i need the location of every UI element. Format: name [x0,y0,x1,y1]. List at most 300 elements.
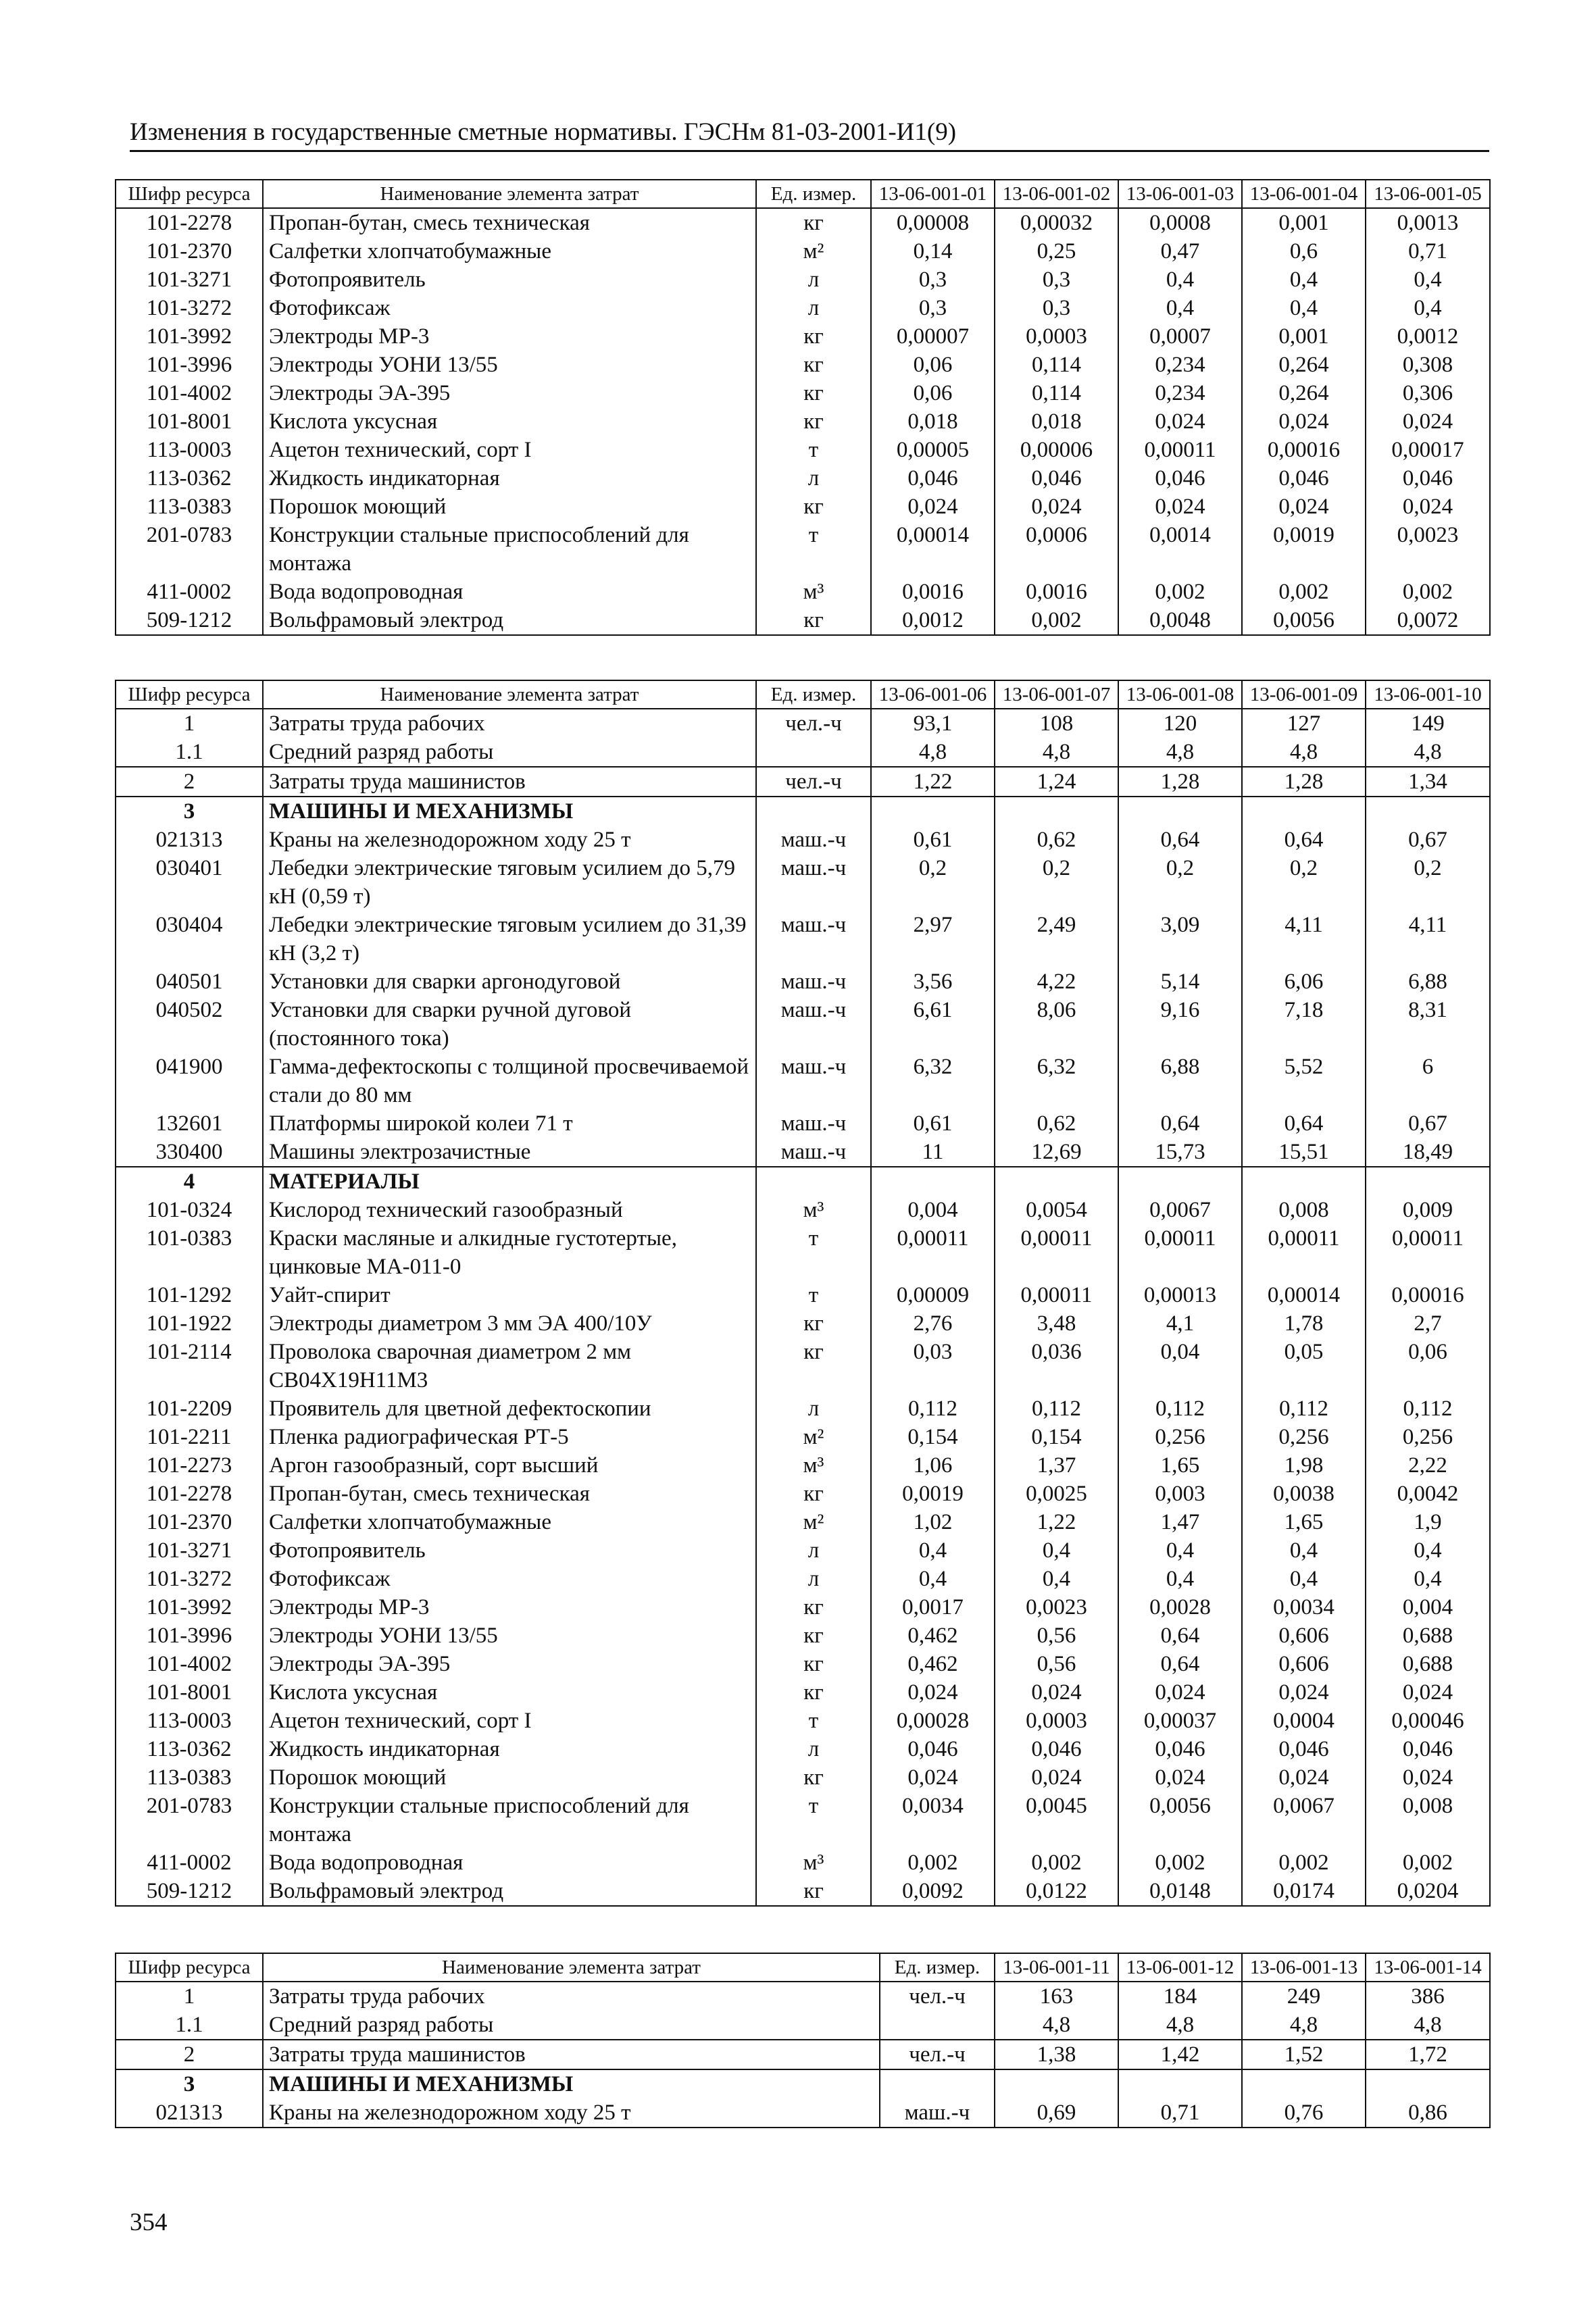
table-row [116,854,1490,911]
resource-value: 0,234 [1118,351,1242,379]
resource-value: 4,8 [1118,2011,1242,2040]
resource-value: 0,024 [871,1763,995,1792]
resource-value: 0,024 [1118,407,1242,436]
header-unit: Ед. измер. [756,180,871,208]
resource-value: 0,0056 [1242,606,1366,635]
resource-unit: т [756,1707,871,1735]
resource-code: 040502 [116,996,263,1053]
resource-value: 0,024 [871,493,995,521]
resource-name: Конструкции стальные приспособлений для монтажа [263,1792,756,1848]
resource-unit [756,738,871,767]
resource-name: Установки для сварки аргонодуговой [263,967,756,996]
resource-value: 0,00007 [871,322,995,351]
resource-value: 8,06 [995,996,1118,1053]
resource-name: Затраты труда машинистов [263,2040,880,2069]
resource-value: 0,56 [995,1650,1118,1678]
resource-name: МАШИНЫ И МЕХАНИЗМЫ [263,797,756,826]
resource-code: 509-1212 [116,1877,263,1906]
resource-unit: маш.-ч [756,911,871,967]
table-header-row [116,180,1490,208]
resource-value: 0,00046 [1366,1707,1490,1735]
resource-unit: маш.-ч [756,967,871,996]
resource-value: 1,22 [871,767,995,797]
resource-value: 0,4 [1242,294,1366,322]
resource-name: Электроды ЭА-395 [263,379,756,407]
header-code: Шифр ресурса [116,1953,263,1982]
resource-code: 201-0783 [116,1792,263,1848]
header-norm-code: 13-06-001-11 [995,1953,1118,1982]
resource-value [1242,2069,1366,2098]
resource-value: 0,64 [1118,826,1242,854]
resource-code: 101-2209 [116,1394,263,1423]
resource-value: 0,0025 [995,1480,1118,1508]
resource-code: 3 [116,2069,263,2098]
resource-value [871,797,995,826]
resource-value: 1,65 [1242,1508,1366,1536]
resource-value: 0,112 [995,1394,1118,1423]
resource-unit: л [756,1735,871,1763]
resource-value: 0,306 [1366,379,1490,407]
resource-value: 8,31 [1366,996,1490,1053]
table-row [116,237,1490,266]
resource-value [871,1167,995,1196]
resource-value: 4,8 [995,2011,1118,2040]
table-row [116,2011,1490,2040]
resource-name: Электроды диаметром 3 мм ЭА 400/10У [263,1309,756,1338]
resource-name: Краны на железнодорожном ходу 25 т [263,826,756,854]
table-row [116,351,1490,379]
resource-value: 0,4 [1242,1536,1366,1565]
resource-unit: чел.-ч [756,709,871,738]
resource-value: 1,28 [1118,767,1242,797]
resource-value: 4,8 [1118,738,1242,767]
resource-code: 411-0002 [116,1848,263,1877]
resource-value: 0,0019 [871,1480,995,1508]
resource-table-2 [115,680,1491,1907]
resource-value: 4,8 [871,738,995,767]
resource-value: 0,4 [871,1536,995,1565]
header-norm-code: 13-06-001-04 [1242,180,1366,208]
resource-value: 0,046 [995,464,1118,493]
resource-value: 4,8 [1242,738,1366,767]
resource-code: 113-0003 [116,1707,263,1735]
resource-value: 0,0148 [1118,1877,1242,1906]
resource-value: 0,3 [995,266,1118,294]
resource-value: 0,024 [995,1678,1118,1707]
resource-value: 4,11 [1366,911,1490,967]
resource-value: 0,002 [995,606,1118,635]
resource-value: 0,56 [995,1621,1118,1650]
header-norm-code: 13-06-001-09 [1242,680,1366,709]
resource-value: 0,06 [871,351,995,379]
resource-unit: кг [756,322,871,351]
resource-value: 0,0013 [1366,208,1490,237]
table-row [116,1224,1490,1281]
resource-value: 0,4 [1242,1565,1366,1593]
resource-value: 0,046 [1242,1735,1366,1763]
resource-name: Порошок моющий [263,493,756,521]
resource-unit: м³ [756,1451,871,1480]
resource-name: Пропан-бутан, смесь техническая [263,208,756,237]
resource-name: МАТЕРИАЛЫ [263,1167,756,1196]
resource-value: 0,14 [871,237,995,266]
resource-value: 0,00005 [871,436,995,464]
resource-value: 6,88 [1118,1053,1242,1109]
resource-value: 0,67 [1366,826,1490,854]
table-row [116,606,1490,635]
resource-code: 030404 [116,911,263,967]
resource-code: 101-3992 [116,1593,263,1621]
resource-value: 0,2 [871,854,995,911]
resource-value: 0,0056 [1118,1792,1242,1848]
header-unit: Ед. измер. [880,1953,995,1982]
resource-code: 101-2278 [116,208,263,237]
resource-unit: м² [756,1423,871,1451]
resource-value: 1,98 [1242,1451,1366,1480]
resource-value: 0,256 [1118,1423,1242,1451]
resource-value: 4,1 [1118,1309,1242,1338]
resource-value: 0,024 [1366,407,1490,436]
resource-value: 15,51 [1242,1138,1366,1167]
resource-value: 0,0174 [1242,1877,1366,1906]
resource-unit [880,2011,995,2040]
table-row [116,738,1490,767]
resource-code: 101-2278 [116,1480,263,1508]
resource-value: 0,4 [1366,294,1490,322]
resource-value: 6,06 [1242,967,1366,996]
header-norm-code: 13-06-001-14 [1366,1953,1490,1982]
resource-name: Уайт-спирит [263,1281,756,1309]
resource-value: 3,09 [1118,911,1242,967]
header-norm-code: 13-06-001-01 [871,180,995,208]
resource-value: 0,0017 [871,1593,995,1621]
resource-value: 0,046 [1118,464,1242,493]
resource-name: Конструкции стальные приспособлений для монтажа [263,521,756,578]
table-row [116,996,1490,1053]
resource-code: 101-3272 [116,1565,263,1593]
resource-value: 0,462 [871,1621,995,1650]
resource-value: 0,64 [1242,826,1366,854]
resource-code: 113-0362 [116,464,263,493]
resource-value: 0,0019 [1242,521,1366,578]
resource-value [1118,1167,1242,1196]
resource-value: 7,18 [1242,996,1366,1053]
resource-value: 120 [1118,709,1242,738]
resource-value: 0,112 [1366,1394,1490,1423]
resource-name: Вольфрамовый электрод [263,606,756,635]
resource-unit: кг [756,1621,871,1650]
resource-value: 0,018 [871,407,995,436]
resource-value: 0,002 [1366,1848,1490,1877]
resource-value: 386 [1366,1982,1490,2011]
resource-value: 1,78 [1242,1309,1366,1338]
resource-name: Платформы широкой колеи 71 т [263,1109,756,1138]
resource-value: 1,22 [995,1508,1118,1536]
resource-name: Кислота уксусная [263,1678,756,1707]
resource-code: 101-3271 [116,266,263,294]
resource-value: 0,004 [871,1196,995,1224]
resource-name: Краны на железнодорожном ходу 25 т [263,2098,880,2128]
resource-value: 0,4 [1366,1565,1490,1593]
resource-value: 0,00016 [1242,436,1366,464]
header-name: Наименование элемента затрат [263,680,756,709]
header-norm-code: 13-06-001-08 [1118,680,1242,709]
table-row [116,379,1490,407]
resource-value: 0,0045 [995,1792,1118,1848]
table-row [116,1877,1490,1906]
resource-name: Затраты труда рабочих [263,1982,880,2011]
resource-code: 2 [116,767,263,797]
resource-value: 0,64 [1118,1109,1242,1138]
resource-value: 0,024 [1366,1678,1490,1707]
resource-value: 0,0023 [1366,521,1490,578]
table-row [116,1678,1490,1707]
resource-code: 101-2211 [116,1423,263,1451]
resource-code: 1 [116,709,263,738]
table-row [116,1848,1490,1877]
table-row [116,1109,1490,1138]
resource-value: 0,2 [1242,854,1366,911]
resource-value: 0,0012 [871,606,995,635]
resource-value: 0,4 [1118,1536,1242,1565]
resource-value: 0,024 [1366,493,1490,521]
resource-unit: чел.-ч [756,767,871,797]
resource-value: 0,64 [1118,1621,1242,1650]
resource-value: 0,018 [995,407,1118,436]
resource-value: 0,47 [1118,237,1242,266]
resource-value: 0,154 [871,1423,995,1451]
resource-value: 0,0042 [1366,1480,1490,1508]
header-unit: Ед. измер. [756,680,871,709]
resource-value: 0,024 [1242,407,1366,436]
resource-value: 0,71 [1118,2098,1242,2128]
resource-value: 0,0067 [1242,1792,1366,1848]
resource-value: 249 [1242,1982,1366,2011]
resource-code: 101-0383 [116,1224,263,1281]
header-code: Шифр ресурса [116,680,263,709]
resource-value: 0,046 [871,464,995,493]
resource-code: 113-0003 [116,436,263,464]
resource-value: 0,61 [871,1109,995,1138]
resource-value: 0,308 [1366,351,1490,379]
resource-name: Установки для сварки ручной дуговой (постоянного тока) [263,996,756,1053]
resource-value [1242,797,1366,826]
resource-value: 6,32 [995,1053,1118,1109]
resource-unit: м³ [756,1848,871,1877]
resource-value: 0,0072 [1366,606,1490,635]
resource-value: 0,264 [1242,379,1366,407]
resource-code: 041900 [116,1053,263,1109]
resource-name: Электроды УОНИ 13/55 [263,351,756,379]
resource-unit: кг [756,1593,871,1621]
resource-code: 113-0383 [116,493,263,521]
table-row [116,1707,1490,1735]
resource-value: 0,0034 [871,1792,995,1848]
resource-value: 163 [995,1982,1118,2011]
resource-value: 0,002 [995,1848,1118,1877]
resource-value: 0,002 [1118,578,1242,606]
resource-value: 0,046 [1118,1735,1242,1763]
resource-unit [756,1167,871,1196]
resource-value: 1,9 [1366,1508,1490,1536]
table-row [116,1281,1490,1309]
table-row [116,464,1490,493]
resource-value: 0,06 [1366,1338,1490,1394]
resource-value [1366,2069,1490,2098]
resource-value: 0,0003 [995,1707,1118,1735]
resource-value: 0,03 [871,1338,995,1394]
resource-code: 101-3996 [116,1621,263,1650]
resource-value: 0,001 [1242,208,1366,237]
resource-name: Порошок моющий [263,1763,756,1792]
resource-value: 0,606 [1242,1621,1366,1650]
resource-unit: т [756,436,871,464]
resource-value: 93,1 [871,709,995,738]
table-row [116,266,1490,294]
resource-value: 0,0023 [995,1593,1118,1621]
resource-value: 0,606 [1242,1650,1366,1678]
resource-value: 0,69 [995,2098,1118,2128]
resource-code: 509-1212 [116,606,263,635]
resource-value: 4,8 [995,738,1118,767]
resource-value: 0,046 [1242,464,1366,493]
resource-code: 101-3996 [116,351,263,379]
resource-unit: кг [756,351,871,379]
resource-unit: кг [756,1309,871,1338]
resource-code: 101-2114 [116,1338,263,1394]
resource-table-1 [115,179,1491,636]
resource-value: 1,24 [995,767,1118,797]
resource-unit: м² [756,237,871,266]
table-row [116,1053,1490,1109]
resource-value: 0,71 [1366,237,1490,266]
resource-unit: л [756,294,871,322]
resource-value: 0,002 [1118,1848,1242,1877]
resource-value: 0,00011 [871,1224,995,1281]
resource-value: 1,02 [871,1508,995,1536]
header-norm-code: 13-06-001-13 [1242,1953,1366,1982]
resource-value: 0,00032 [995,208,1118,237]
resource-value: 0,0092 [871,1877,995,1906]
resource-unit: чел.-ч [880,2040,995,2069]
table-row [116,826,1490,854]
resource-name: Краски масляные и алкидные густотертые, цинковые МА-011-0 [263,1224,756,1281]
resource-unit: т [756,1281,871,1309]
resource-unit: кг [756,1763,871,1792]
resource-value: 0,0122 [995,1877,1118,1906]
resource-unit: м² [756,1508,871,1536]
resource-code: 101-2370 [116,237,263,266]
resource-value: 0,256 [1242,1423,1366,1451]
resource-value: 0,114 [995,379,1118,407]
resource-value: 0,00013 [1118,1281,1242,1309]
resource-code: 101-3272 [116,294,263,322]
resource-name: Средний разряд работы [263,738,756,767]
resource-value: 11 [871,1138,995,1167]
resource-name: Проволока сварочная диаметром 2 мм СВ04Х19Н11М3 [263,1338,756,1394]
resource-value: 0,61 [871,826,995,854]
resource-unit: м³ [756,1196,871,1224]
table-row [116,709,1490,738]
resource-value: 0,112 [1118,1394,1242,1423]
resource-value: 1,28 [1242,767,1366,797]
header-norm-code: 13-06-001-05 [1366,180,1490,208]
resource-value: 0,256 [1366,1423,1490,1451]
resource-unit: т [756,1792,871,1848]
resource-code: 101-2370 [116,1508,263,1536]
resource-value: 0,00009 [871,1281,995,1309]
table-row [116,578,1490,606]
resource-value: 4,8 [1366,2011,1490,2040]
table-row [116,1650,1490,1678]
resource-code: 021313 [116,2098,263,2128]
resource-name: Фотопроявитель [263,266,756,294]
resource-value: 0,4 [1118,294,1242,322]
table-row [116,1338,1490,1394]
resource-value: 0,024 [1242,1763,1366,1792]
header-code: Шифр ресурса [116,180,263,208]
resource-value: 1,65 [1118,1451,1242,1480]
resource-value: 0,688 [1366,1621,1490,1650]
resource-value: 0,62 [995,826,1118,854]
header-norm-code: 13-06-001-03 [1118,180,1242,208]
resource-value: 0,00011 [1118,436,1242,464]
resource-code: 101-1292 [116,1281,263,1309]
resource-value: 0,046 [871,1735,995,1763]
resource-value: 0,00028 [871,1707,995,1735]
resource-name: Ацетон технический, сорт I [263,436,756,464]
resource-value: 5,52 [1242,1053,1366,1109]
table-row [116,436,1490,464]
resource-value: 0,00037 [1118,1707,1242,1735]
resource-value [1366,1167,1490,1196]
resource-value: 0,2 [1118,854,1242,911]
resource-value: 0,4 [995,1536,1118,1565]
resource-value: 0,64 [1118,1650,1242,1678]
resource-name: Жидкость индикаторная [263,1735,756,1763]
table-row [116,1196,1490,1224]
resource-value: 0,0008 [1118,208,1242,237]
resource-code: 101-8001 [116,1678,263,1707]
resource-value: 0,0016 [871,578,995,606]
resource-name: Кислота уксусная [263,407,756,436]
resource-unit: маш.-ч [880,2098,995,2128]
resource-value [1242,1167,1366,1196]
resource-name: Лебедки электрические тяговым усилием до 31,39 кН (3,2 т) [263,911,756,967]
resource-value: 0,0204 [1366,1877,1490,1906]
resource-value: 0,046 [1366,1735,1490,1763]
resource-value: 0,0007 [1118,322,1242,351]
header-norm-code: 13-06-001-06 [871,680,995,709]
table-row [116,1593,1490,1621]
resource-code: 101-4002 [116,379,263,407]
resource-unit: л [756,1565,871,1593]
resource-value: 0,04 [1118,1338,1242,1394]
resource-name: Кислород технический газообразный [263,1196,756,1224]
resource-value: 0,0054 [995,1196,1118,1224]
resource-value: 0,00011 [1366,1224,1490,1281]
resource-value [1118,2069,1242,2098]
resource-code: 101-2273 [116,1451,263,1480]
resource-value [995,2069,1118,2098]
resource-code: 101-3271 [116,1536,263,1565]
resource-value: 6 [1366,1053,1490,1109]
resource-value: 0,112 [871,1394,995,1423]
resource-unit: кг [756,1338,871,1394]
resource-value: 0,024 [1118,1763,1242,1792]
table-row [116,2040,1490,2069]
resource-unit: чел.-ч [880,1982,995,2011]
